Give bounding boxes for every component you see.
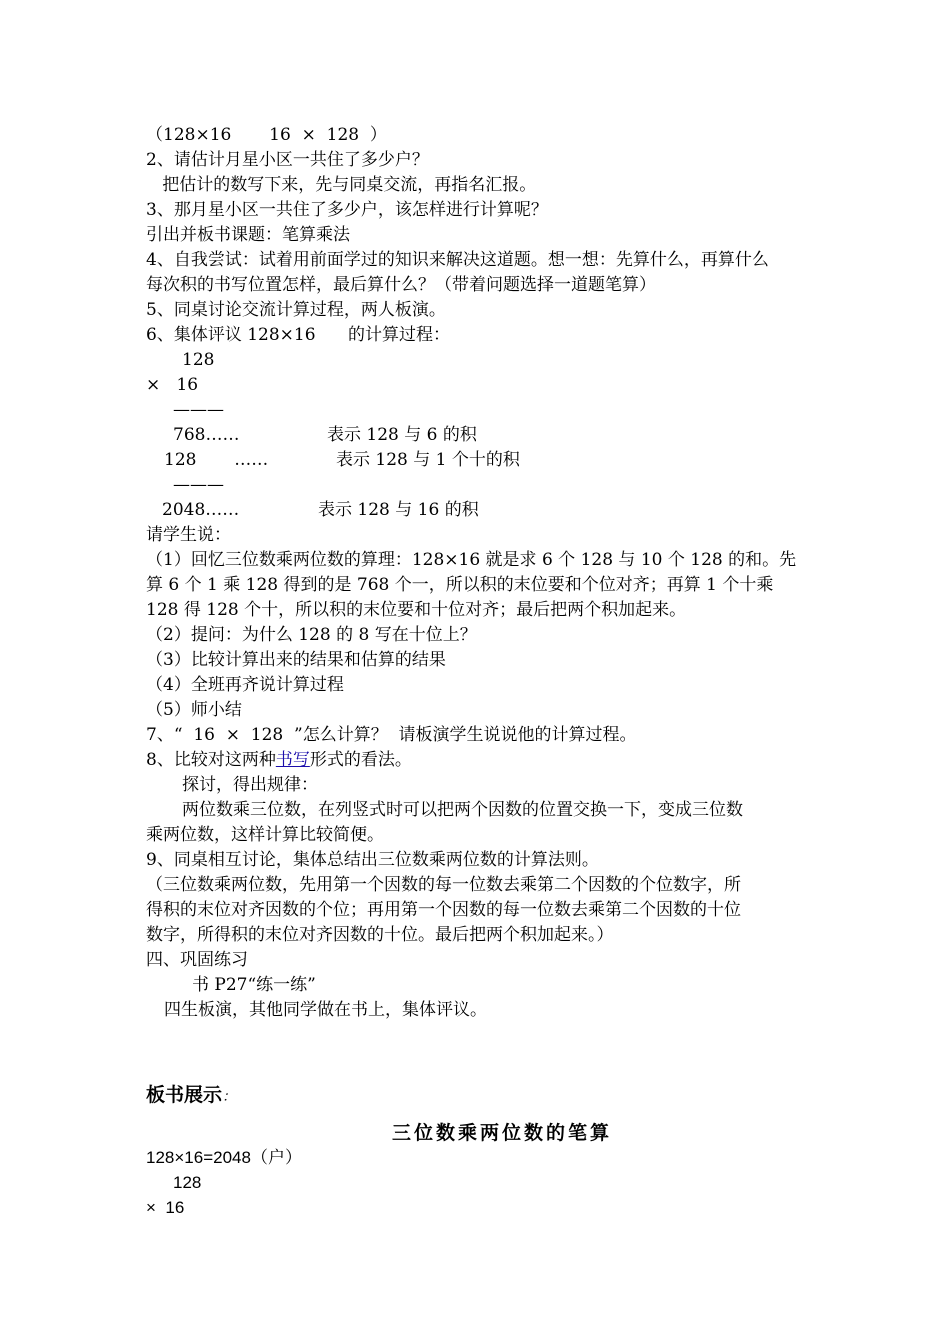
vertical-calc-note: 表示 128 与 16 的积: [318, 500, 479, 520]
text-line: 得积的末位对齐因数的个位；再用第一个因数的每一位数去乘第二个因数的十位: [146, 900, 741, 920]
vertical-calc-line: 128 ……: [164, 450, 269, 470]
vertical-calc-line: 128: [182, 350, 215, 370]
board-equation: 128×16=2048（户）: [146, 1148, 302, 1167]
text-segment: 形式的看法。: [309, 750, 412, 770]
text-line: 把估计的数写下来，先与同桌交流，再指名汇报。: [146, 175, 537, 195]
text-line: 2、请估计月星小区一共住了多少户？: [146, 150, 429, 170]
vertical-calc-line: 2048……: [162, 500, 240, 520]
board-title: 三位数乘两位数的笔算: [392, 1122, 613, 1144]
board-calc-line: × 16: [146, 1198, 185, 1217]
text-line: 7、“ 16 × 128 ”怎么计算？ 请板演学生说说他的计算过程。: [146, 725, 637, 745]
vertical-calc-note: 表示 128 与 1 个十的积: [336, 450, 520, 470]
text-line: 4、自我尝试：试着用前面学过的知识来解决这道题。想一想：先算什么，再算什么: [146, 250, 769, 270]
text-line: 两位数乘三位数，在列竖式时可以把两个因数的位置交换一下，变成三位数: [182, 800, 743, 820]
text-line: （128×16 16 × 128 ）: [146, 125, 387, 145]
vertical-calc-line: × 16: [146, 375, 199, 395]
text-line: [146, 748, 412, 773]
text-line: 请学生说：: [146, 525, 231, 545]
vertical-calc-line: 768……: [173, 425, 240, 445]
text-line: 乘两位数，这样计算比较简便。: [146, 825, 384, 845]
text-line: 算 6 个 1 乘 128 得到的是 768 个一，所以积的末位要和个位对齐；再算 1 个十乘: [146, 575, 774, 595]
text-line: （5）师小结: [146, 700, 242, 720]
text-line: 128 得 128 个十，所以积的末位要和十位对齐；最后把两个积加起来。: [146, 600, 687, 620]
board-heading: [146, 1083, 236, 1110]
text-line: 引出并板书课题：笔算乘法: [146, 225, 350, 245]
text-line: 四、巩固练习: [146, 950, 248, 970]
text-line: 3、那月星小区一共住了多少户，该怎样进行计算呢？: [146, 200, 548, 220]
text-line: 5、同桌讨论交流计算过程，两人板演。: [146, 300, 446, 320]
text-line: 数字，所得积的末位对齐因数的十位。最后把两个积加起来。）: [146, 925, 614, 945]
board-heading-text: 板书展示: [146, 1084, 223, 1106]
text-line: （1）回忆三位数乘两位数的算理：128×16 就是求 6 个 128 与 10 个 128 的和。先: [146, 550, 797, 570]
text-line: 6、集体评议 128×16 的计算过程：: [146, 325, 450, 345]
text-line: 书 P27“练一练”: [192, 975, 316, 995]
text-line: 四生板演，其他同学做在书上，集体评议。: [164, 1000, 487, 1020]
vertical-calc-rule: ———: [173, 475, 224, 495]
text-line: 9、同桌相互讨论，集体总结出三位数乘两位数的计算法则。: [146, 850, 599, 870]
text-line: 每次积的书写位置怎样，最后算什么？（带着问题选择一道题笔算）: [146, 275, 656, 295]
vertical-calc-rule: ———: [173, 400, 224, 420]
text-line: （三位数乘两位数，先用第一个因数的每一位数去乘第二个因数的个位数字，所: [146, 875, 741, 895]
text-line: 探讨，得出规律：: [182, 775, 318, 795]
text-line: （2）提问：为什么 128 的 8 写在十位上？: [146, 625, 477, 645]
board-heading-colon: ：: [222, 1089, 237, 1105]
text-segment: 8、比较对这两种: [146, 750, 276, 770]
vertical-calc-note: 表示 128 与 6 的积: [327, 425, 477, 445]
text-line: （4）全班再齐说计算过程: [146, 675, 344, 695]
board-calc-line: 128: [173, 1173, 202, 1192]
text-line: （3）比较计算出来的结果和估算的结果: [146, 650, 446, 670]
writing-link[interactable]: 书写: [275, 750, 310, 770]
